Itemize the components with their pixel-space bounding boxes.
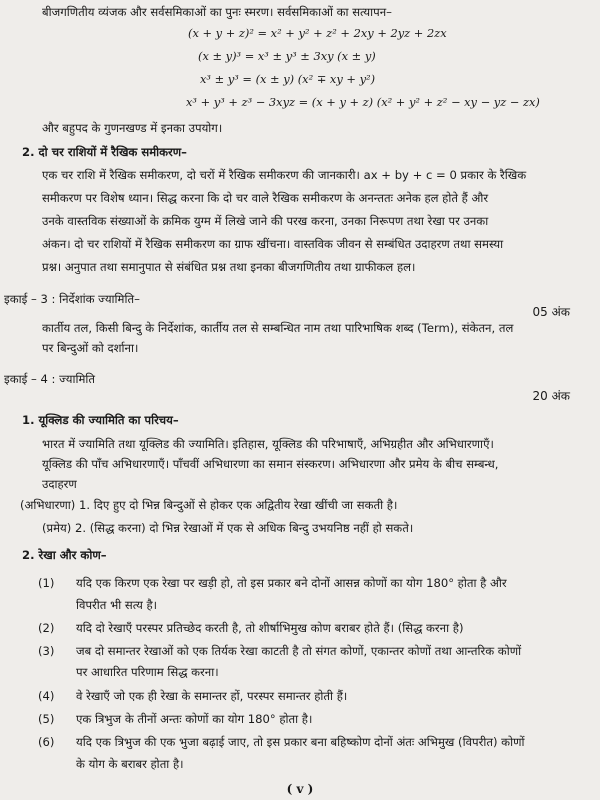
unit4-heading: इकाई – 4 : ज्यामिति xyxy=(4,372,96,386)
theorem-item-5 xyxy=(38,712,312,727)
algebra-intro: बीजगणितीय व्यंजक और सर्वसमिकाओं का पुनः स्मरण। सर्वसमिकाओं का सत्यापन– xyxy=(42,5,392,19)
theorem-item-3 xyxy=(38,644,521,659)
theorem-item-6 xyxy=(38,735,524,750)
unit4-marks: 20 अंक xyxy=(532,389,570,403)
item-number: (2) xyxy=(38,621,55,635)
unit3-line-1: कार्तीय तल, किसी बिन्दु के निर्देशांक, कार्तीय तल से सम्बन्धित नाम तथा पारिभाषिक शब्द (Term), संकेतन, तल xyxy=(42,321,514,335)
identity-1: (x + y + z)² = x² + y² + z² + 2xy + 2yz + 2zx xyxy=(188,26,447,40)
identity-4: x³ + y³ + z³ − 3xyz = (x + y + z) (x² + y² + z² − xy − yz − zx) xyxy=(186,95,540,109)
linear-line-2: समीकरण पर विशेष ध्यान। सिद्ध करना कि दो चर वाले रैखिक समीकरण के अनन्ततः अनेक हल होते हैं और xyxy=(42,191,489,205)
theorem-item-6-cont: के योग के बराबर होता है। xyxy=(76,757,184,771)
linear-line-1: एक चर राशि में रैखिक समीकरण, दो चरों में रैखिक समीकरण की जानकारी। ax + by + c = 0 प्रकार के रैखिक xyxy=(42,168,527,182)
item-text: वे रेखाएँ जो एक ही रेखा के समान्तर हों, परस्पर समान्तर होती हैं। xyxy=(76,689,348,703)
linear-line-5: प्रश्न। अनुपात तथा समानुपात से संबंधित प्रश्न तथा इनका बीजगणितीय तथा ग्राफीकल हल। xyxy=(42,260,416,274)
theorem-item-1-cont: विपरीत भी सत्य है। xyxy=(76,598,158,612)
item-text: जब दो समान्तर रेखाओं को एक तिर्यक रेखा काटती है तो संगत कोणों, एकान्तर कोणों तथा आन्तरिक कोणों xyxy=(76,644,522,658)
euclid-line-4: (अभिधारणा) 1. दिए हुए दो भिन्न बिन्दुओं से होकर एक अद्वितीय रेखा खींची जा सकती है। xyxy=(20,498,398,512)
identity-2: (x ± y)³ = x³ ± y³ ± 3xy (x ± y) xyxy=(198,49,376,63)
euclid-line-3: उदाहरण xyxy=(42,477,77,491)
item-number: (3) xyxy=(38,644,55,658)
euclid-heading: 1. यूक्लिड की ज्यामिति का परिचय– xyxy=(22,413,179,427)
euclid-line-2: यूक्लिड की पाँच अभिधारणाएँ। पाँचवीं अभिधारणा का समान संस्करण। अभिधारणा और प्रमेय के बीच सम्बन्ध, xyxy=(42,457,499,471)
algebra-outro: और बहुपद के गुणनखण्ड में इनका उपयोग। xyxy=(42,121,223,135)
linear-line-3: उनके वास्तविक संख्याओं के क्रमिक युग्म में लिखे जाने की परख करना, उनका निरूपण तथा रेखा पर उनका xyxy=(42,214,489,228)
lines-angles-heading: 2. रेखा और कोण– xyxy=(22,548,107,562)
linear-line-4: अंकन। दो चर राशियों में रैखिक समीकरण का ग्राफ खींचना। वास्तविक जीवन से सम्बंधित उदाहरण तथा समस्या xyxy=(42,237,504,251)
theorem-item-3-cont: पर आधारित परिणाम सिद्ध करना। xyxy=(76,665,219,679)
item-text: यदि दो रेखाएँ परस्पर प्रतिच्छेद करती है, तो शीर्षाभिमुख कोण बराबर होते हैं। (सिद्ध करना है) xyxy=(76,621,464,635)
linear-heading: 2. दो चर राशियों में रैखिक समीकरण– xyxy=(22,145,187,159)
unit3-marks: 05 अंक xyxy=(532,305,570,319)
item-number: (5) xyxy=(38,712,55,726)
item-number: (6) xyxy=(38,735,55,749)
item-text: यदि एक त्रिभुज की एक भुजा बढ़ाई जाए, तो इस प्रकार बना बहिष्कोण दोनों अंतः अभिमुख (विपरीत) कोणों xyxy=(76,735,525,749)
euclid-line-5: (प्रमेय) 2. (सिद्ध करना) दो भिन्न रेखाओं में एक से अधिक बिन्दु उभयनिष्ठ नहीं हो सकते। xyxy=(42,521,414,535)
item-text: एक त्रिभुज के तीनों अन्तः कोणों का योग 180° होता है। xyxy=(76,712,313,726)
theorem-item-1 xyxy=(38,576,507,591)
euclid-line-1: भारत में ज्यामिति तथा यूक्लिड की ज्यामिति। इतिहास, यूक्लिड की परिभाषाएँ, अभिग्रहीत और अभिधारणाएँ। xyxy=(42,437,494,451)
theorem-item-2 xyxy=(38,621,463,636)
page-number: ( v ) xyxy=(286,782,314,796)
unit3-line-2: पर बिन्दुओं को दर्शाना। xyxy=(42,341,139,355)
unit3-heading: इकाई – 3 : निर्देशांक ज्यामिति– xyxy=(4,292,140,306)
item-number: (1) xyxy=(38,576,55,590)
item-number: (4) xyxy=(38,689,55,703)
theorem-item-4 xyxy=(38,689,347,704)
item-text: यदि एक किरण एक रेखा पर खड़ी हो, तो इस प्रकार बने दोनों आसन्न कोणों का योग 180° होता है और xyxy=(76,576,507,590)
identity-3: x³ ± y³ = (x ± y) (x² ∓ xy + y²) xyxy=(200,72,376,86)
